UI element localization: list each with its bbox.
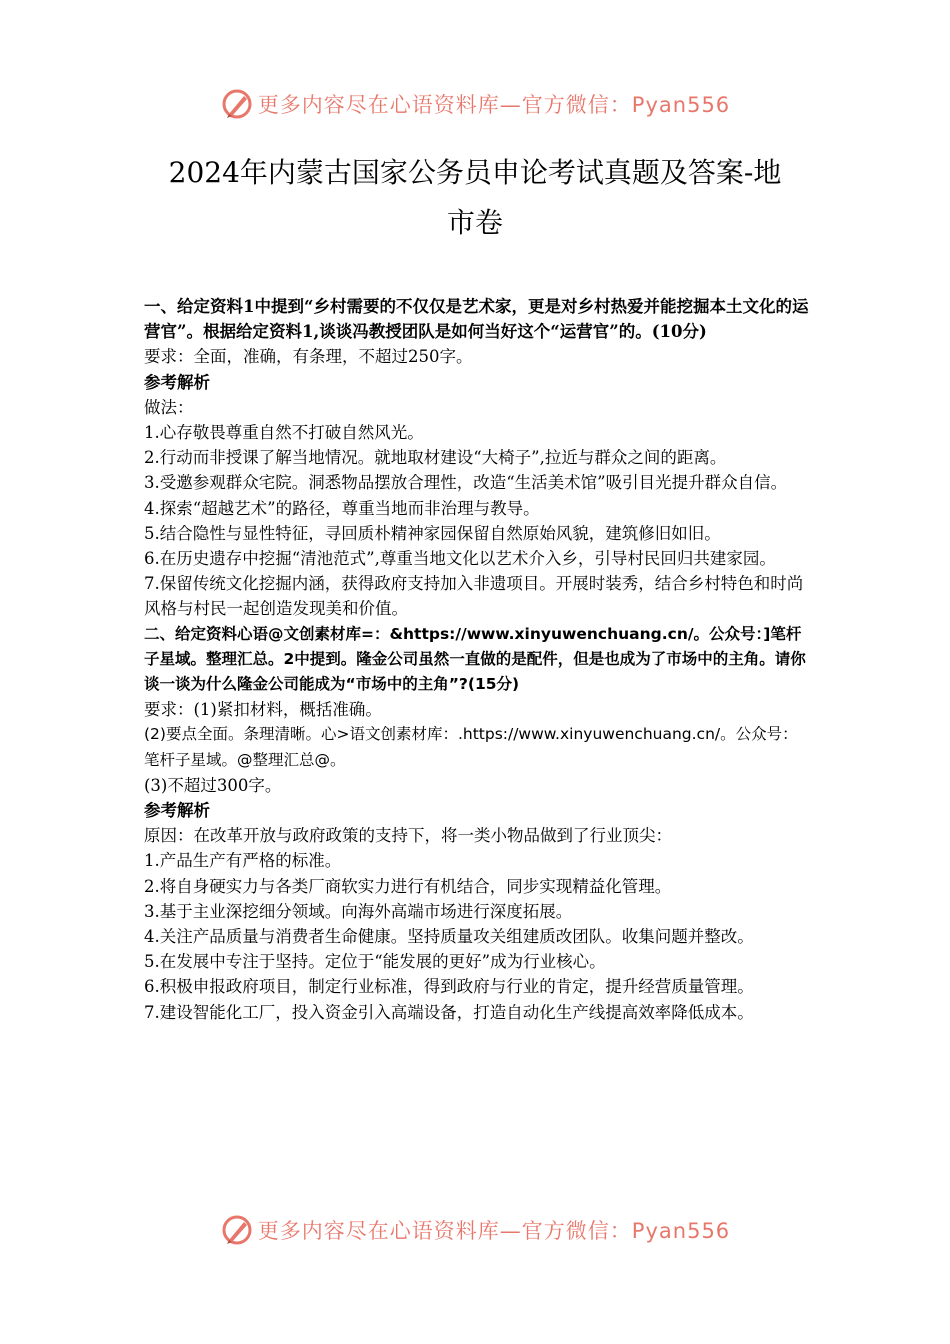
title-line-1: 2024年内蒙古国家公务员申论考试真题及答案-地 <box>168 156 782 189</box>
q2-requirement-1: 要求：(1)紧扣材料，概括准确。 <box>144 700 382 720</box>
pen-logo-icon <box>220 1213 254 1247</box>
q2-point: 7.建设智能化工厂，投入资金引入高端设备，打造自动化生产线提高效率降低成本。 <box>144 1002 754 1022</box>
header-banner <box>0 84 950 124</box>
q2-question: 二、给定资料心语@文创素材库=：&https://www.xinyuwenchuang.cn/。公众号：]笔杆子星域。整理汇总。2中提到。隆金公司虽然一直做的是配件，但是也成为了市场中的主角。请你谈一谈为什么隆金公司能成为“市场中的主角”?(15分) <box>144 624 806 694</box>
q2-point: 6.积极申报政府项目，制定行业标准，得到政府与行业的肯定，提升经营质量管理。 <box>144 977 754 997</box>
q1-point: 4.探索“超越艺术”的路径，尊重当地而非治理与教导。 <box>144 498 540 518</box>
q2-requirement-3: (3)不超过300字。 <box>144 775 282 795</box>
banner-text: 更多内容尽在心语资料库—官方微信：Pyan556 <box>257 1219 731 1243</box>
q2-requirement-2: (2)要点全面。条理清晰。心>语文创素材库：.https://www.xinyuwenchuang.cn/。公众号：笔杆子星域。@整理汇总@。 <box>144 725 798 769</box>
q1-intro: 做法： <box>144 397 194 417</box>
q2-point: 5.在发展中专注于坚持。定位于“能发展的更好”成为行业核心。 <box>144 952 606 972</box>
q2-point: 3.基于主业深挖细分领域。向海外高端市场进行深度拓展。 <box>144 901 573 921</box>
title-line-2: 市卷 <box>446 206 503 239</box>
document-body <box>144 294 810 1025</box>
q1-requirement: 要求：全面，准确，有条理，不超过250字。 <box>144 347 473 367</box>
q1-point: 5.结合隐性与显性特征，寻回质朴精神家园保留自然原始风貌，建筑修旧如旧。 <box>144 523 721 543</box>
q2-intro: 原因：在改革开放与政府政策的支持下，将一类小物品做到了行业顶尖： <box>144 826 672 846</box>
q2-point: 4.关注产品质量与消费者生命健康。坚持质量攻关组建质改团队。收集问题并整改。 <box>144 927 754 947</box>
pen-logo-icon <box>220 87 254 121</box>
q2-analysis-heading: 参考解析 <box>144 801 210 821</box>
q2-point: 1.产品生产有严格的标准。 <box>144 851 342 871</box>
q1-point: 2.行动而非授课了解当地情况。就地取材建设“大椅子”,拉近与群众之间的距离。 <box>144 448 727 468</box>
q1-point: 7.保留传统文化挖掘内涵，获得政府支持加入非遗项目。开展时装秀，结合乡村特色和时尚风格与村民一起创造发现美和价值。 <box>144 574 804 619</box>
q1-question: 一、给定资料1中提到“乡村需要的不仅仅是艺术家，更是对乡村热爱并能挖掘本土文化的运营官”。根据给定资料1,谈谈冯教授团队是如何当好这个“运营官”的。(10分) <box>144 297 809 342</box>
q1-point: 6.在历史遗存中挖掘“清池范式”,尊重当地文化以艺术介入乡，引导村民回归共建家园。 <box>144 549 776 569</box>
q1-analysis-heading: 参考解析 <box>144 372 210 392</box>
footer-banner <box>0 1210 950 1250</box>
q1-point: 1.心存敬畏尊重自然不打破自然风光。 <box>144 423 424 443</box>
q2-point: 2.将自身硬实力与各类厂商软实力进行有机结合，同步实现精益化管理。 <box>144 876 672 896</box>
document-title <box>150 148 800 248</box>
q1-point: 3.受邀参观群众宅院。洞悉物品摆放合理性，改造“生活美术馆”吸引目光提升群众自信。 <box>144 473 788 493</box>
banner-text: 更多内容尽在心语资料库—官方微信：Pyan556 <box>257 93 731 117</box>
